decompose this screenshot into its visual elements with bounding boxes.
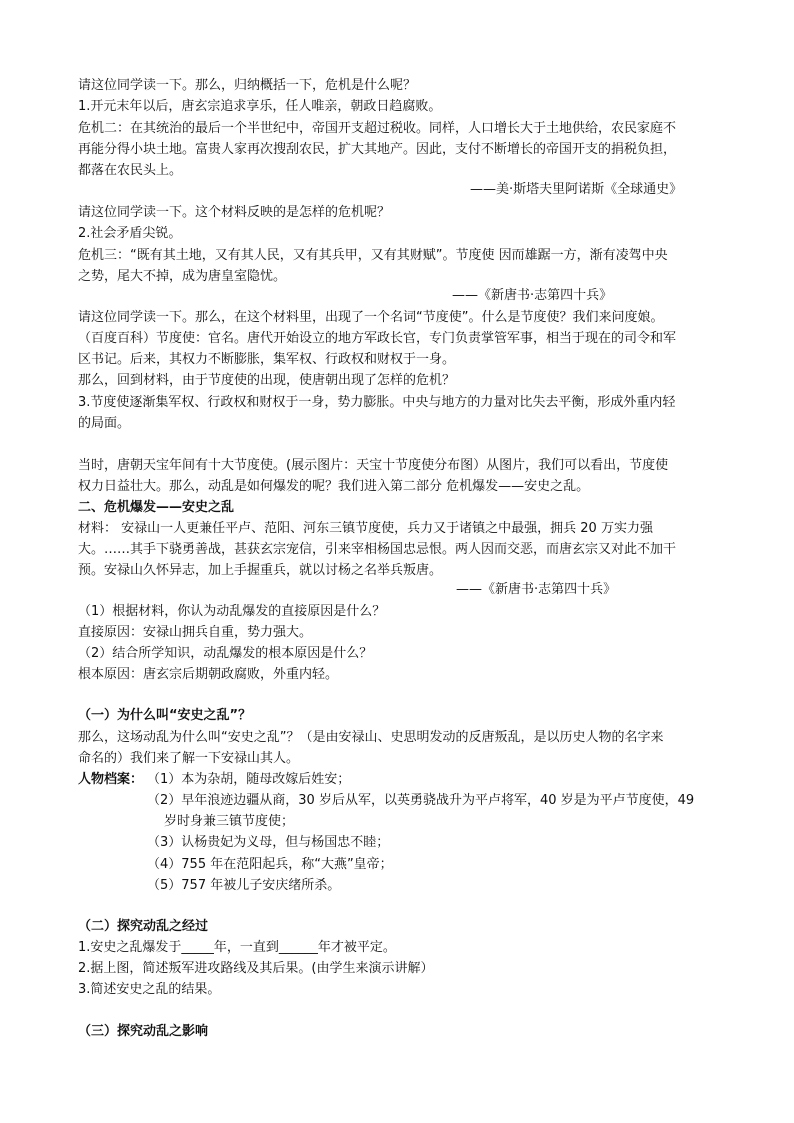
profile-item: （4）755 年在范阳起兵，称“大燕”皇帝； bbox=[147, 857, 393, 872]
subsection-heading: （二）探究动乱之经过 bbox=[78, 919, 209, 934]
profile-item: （5）757 年被儿子安庆绪所杀。 bbox=[147, 878, 341, 893]
text-line: 根本原因：唐玄宗后期朝政腐败，外重内轻。 bbox=[78, 667, 339, 682]
text-line: 之势，尾大不掉，成为唐皇室隐忧。 bbox=[78, 269, 287, 284]
section-heading: 二、危机爆发——安史之乱 bbox=[78, 500, 235, 515]
profile-item: （3）认杨贵妃为义母，但与杨国忠不睦； bbox=[147, 835, 390, 850]
text-line: 2.社会矛盾尖锐。 bbox=[78, 226, 182, 241]
text-line: 再能分得小块土地。富贵人家再次搜刮农民，扩大其地产。因此，支付不断增长的帝国开支的捐税负担， bbox=[78, 142, 677, 157]
text-line: 区书记。后来，其权力不断膨胀，集军权、行政权和财权于一身。 bbox=[78, 352, 456, 367]
source-citation: ——美·斯塔夫里阿诺斯《全球通史》 bbox=[470, 182, 683, 197]
text-line: 3.简述安史之乱的结果。 bbox=[78, 982, 221, 997]
text-line: （1）根据材料，你认为动乱爆发的直接原因是什么？ bbox=[78, 604, 386, 619]
text-line: 预。安禄山久怀异志，加上手握重兵，就以讨杨之名举兵叛唐。 bbox=[78, 563, 443, 578]
text-line: 那么，回到材料，由于节度使的出现，使唐朝出现了怎样的危机？ bbox=[78, 373, 456, 388]
text-line: 权力日益壮大。那么，动乱是如何爆发的呢？我们进入第二部分 危机爆发——安史之乱。 bbox=[78, 479, 590, 494]
text-line: 危机二：在其统治的最后一个半世纪中，帝国开支超过税收。同样，人口增长大于土地供给，农民家庭不 bbox=[78, 121, 677, 136]
text-line: 的局面。 bbox=[78, 416, 131, 431]
text-line: （百度百科）节度使：官名。唐代开始设立的地方军政长官，专门负责掌管军事，相当于现在的司令和军 bbox=[78, 331, 677, 346]
profile-item-continuation: 岁时身兼三镇节度使； bbox=[164, 814, 295, 829]
profile-item: （2）早年浪迹边疆从商，30 岁后从军，以英勇骁战升为平卢将军，40 岁是为平卢节度使，49 bbox=[147, 793, 695, 808]
text-line: 材料： 安禄山一人更兼任平卢、范阳、河东三镇节度使，兵力又于诸镇之中最强，拥兵 20 万实力强 bbox=[78, 521, 653, 536]
text-line: 直接原因：安禄山拥兵自重，势力强大。 bbox=[78, 625, 313, 640]
subsection-heading: （一）为什么叫“安史之乱”？ bbox=[78, 708, 252, 723]
source-citation: ——《新唐书·志第四十兵》 bbox=[456, 582, 617, 597]
text-line: 2.据上图，简述叛军进攻路线及其后果。(由学生来演示讲解） bbox=[78, 961, 434, 976]
text-line: 3.节度使逐渐集军权、行政权和财权于一身，势力膨胀。中央与地方的力量对比失去平衡，形成外重内轻 bbox=[78, 395, 676, 410]
text-line: 命名的）我们来了解一下安禄山其人。 bbox=[78, 751, 300, 766]
text-line: 危机三：“既有其土地，又有其人民，又有其兵甲，又有其财赋”。节度使 因而雄踞一方，渐有凌驾中央 bbox=[78, 248, 668, 263]
text-line: 请这位同学读一下。那么，在这个材料里，出现了一个名词“节度使”。什么是节度使？我们来问度娘。 bbox=[78, 310, 664, 325]
text-line: （2）结合所学知识，动乱爆发的根本原因是什么？ bbox=[78, 646, 373, 661]
text-line: 1.安史之乱爆发于_____年，一直到______年才被平定。 bbox=[78, 940, 396, 955]
text-line: 那么，这场动乱为什么叫“安史之乱”？（是由安禄山、史思明发动的反唐叛乱，是以历史人物的名字来 bbox=[78, 730, 664, 745]
text-line: 当时，唐朝天宝年间有十大节度使。(展示图片：天宝十节度使分布图）从图片，我们可以看出，节度使 bbox=[78, 458, 669, 473]
text-line: 请这位同学读一下。这个材料反映的是怎样的危机呢？ bbox=[78, 205, 391, 220]
text-line: 1.开元末年以后，唐玄宗追求享乐，任人唯亲，朝政日趋腐败。 bbox=[78, 99, 442, 114]
text-line: 大。……其手下骁勇善战，甚获玄宗宠信，引来宰相杨国忠忌恨。两人因而交恶，而唐玄宗又对此不加干 bbox=[78, 542, 677, 557]
profile-item: （1）本为杂胡，随母改嫁后姓安； bbox=[147, 772, 351, 787]
text-line: 都落在农民头上。 bbox=[78, 163, 183, 178]
source-citation: ——《新唐书·志第四十兵》 bbox=[452, 288, 613, 303]
profile-label: 人物档案： bbox=[78, 772, 144, 787]
text-line: 请这位同学读一下。那么，归纳概括一下，危机是什么呢？ bbox=[78, 78, 417, 93]
subsection-heading: （三）探究动乱之影响 bbox=[78, 1024, 209, 1039]
